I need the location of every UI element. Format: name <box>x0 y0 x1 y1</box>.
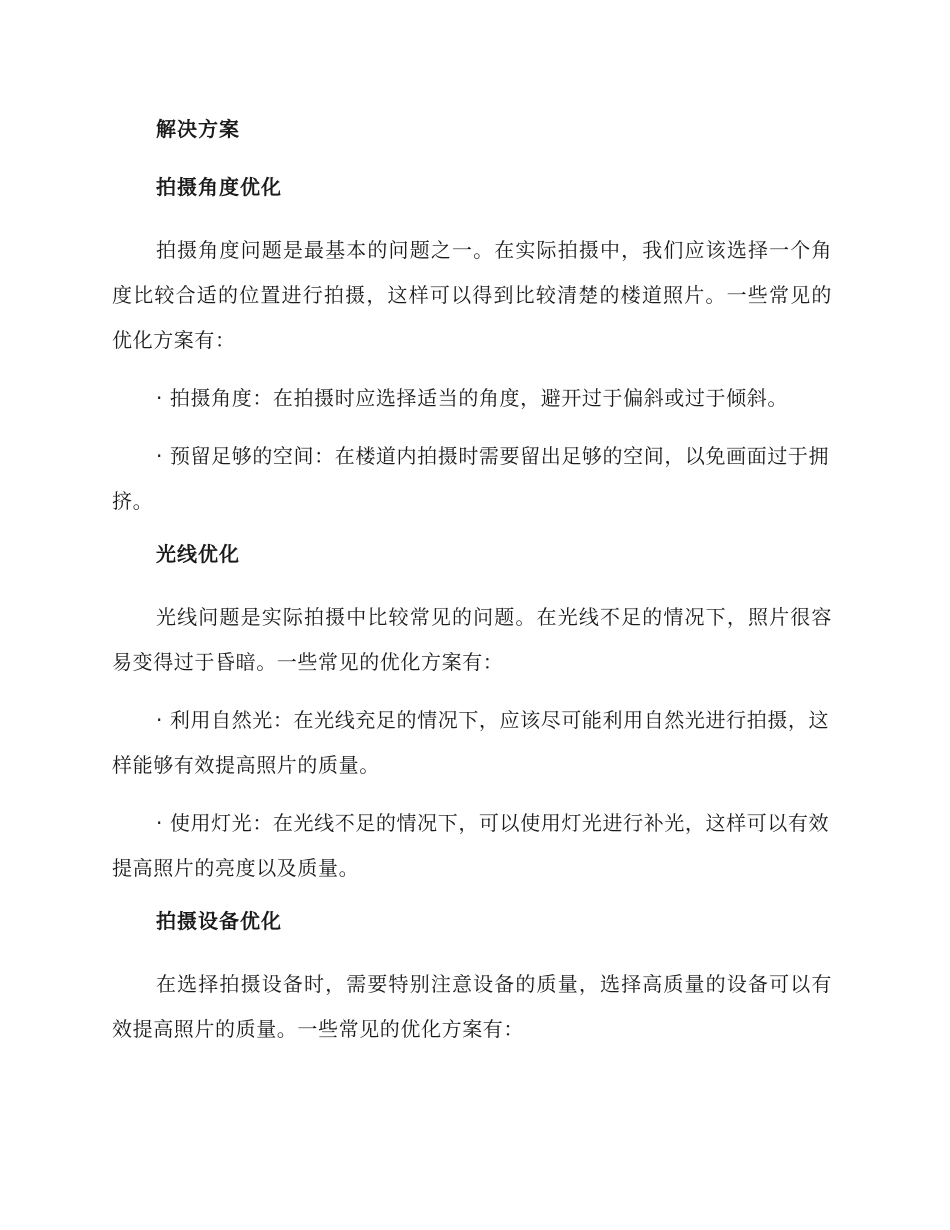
subsection-heading-angle: 拍摄角度优化 <box>156 175 282 199</box>
bullet-light-1: · 利用自然光：在光线充足的情况下，应该尽可能利用自然光进行拍摄，这样能够有效提高照片的质量。 <box>112 708 830 777</box>
section-title: 解决方案 <box>156 117 240 141</box>
bullet-angle-2: · 预留足够的空间：在楼道内拍摄时需要留出足够的空间，以免画面过于拥挤。 <box>112 444 830 513</box>
subsection-heading-light: 光线优化 <box>156 542 240 566</box>
bullet-angle-1: · 拍摄角度：在拍摄时应选择适当的角度，避开过于偏斜或过于倾斜。 <box>156 386 788 410</box>
paragraph-equipment-intro: 在选择拍摄设备时，需要特别注意设备的质量，选择高质量的设备可以有效提高照片的质量。一些常见的优化方案有： <box>112 972 832 1041</box>
bullet-light-2: · 使用灯光：在光线不足的情况下，可以使用灯光进行补光，这样可以有效提高照片的亮度以及质量。 <box>112 811 830 880</box>
paragraph-light-intro: 光线问题是实际拍摄中比较常见的问题。在光线不足的情况下，照片很容易变得过于昏暗。一些常见的优化方案有： <box>112 605 832 674</box>
paragraph-angle-intro: 拍摄角度问题是最基本的问题之一。在实际拍摄中，我们应该选择一个角度比较合适的位置进行拍摄，这样可以得到比较清楚的楼道照片。一些常见的优化方案有： <box>112 238 832 352</box>
subsection-heading-equipment: 拍摄设备优化 <box>156 909 282 933</box>
document-page <box>112 112 832 1065</box>
